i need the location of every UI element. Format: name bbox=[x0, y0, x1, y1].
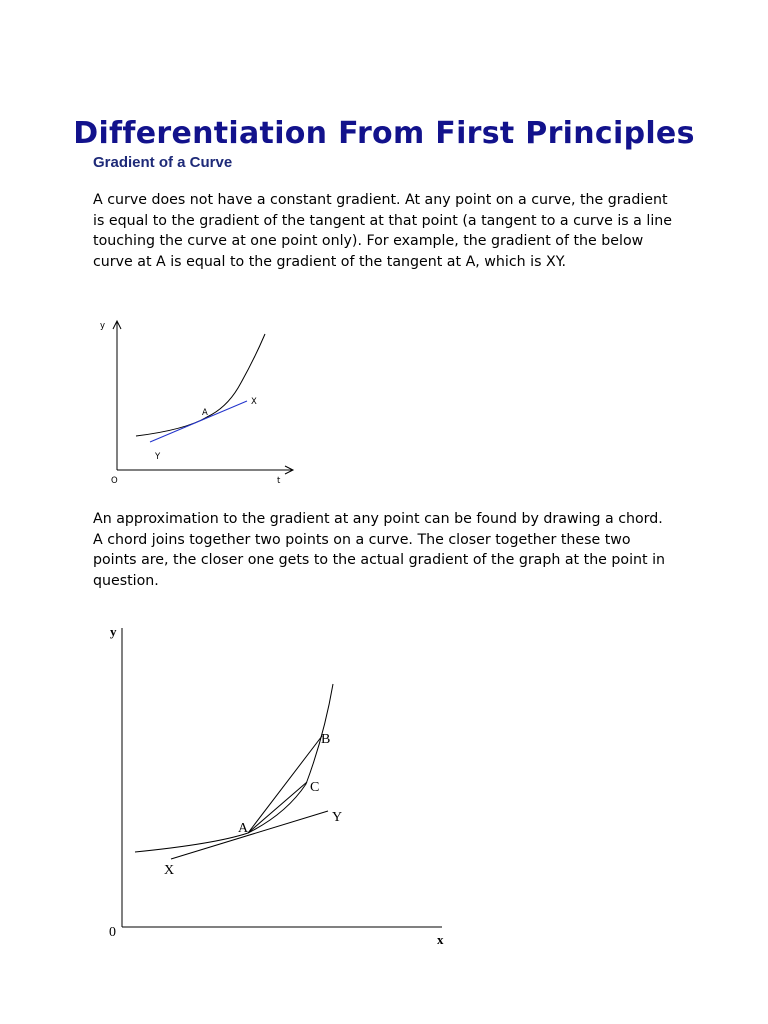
figure-2-x-axis-label: x bbox=[437, 932, 444, 947]
figure-1-point-x-label: X bbox=[251, 397, 257, 407]
figure-1-point-y-label: Y bbox=[155, 452, 161, 462]
figure-2-origin-label: 0 bbox=[109, 925, 116, 940]
figure-1-y-axis-label: y bbox=[100, 321, 106, 331]
figure-chord-diagram bbox=[95, 618, 465, 958]
figure-2-chord-ac bbox=[248, 782, 307, 833]
figure-2-curve bbox=[135, 684, 333, 852]
page-title: Differentiation From First Principles bbox=[73, 116, 695, 152]
figure-2-point-x-label: X bbox=[164, 863, 175, 878]
section-heading: Gradient of a Curve bbox=[93, 154, 233, 171]
figure-2-point-c-label: C bbox=[310, 780, 320, 795]
figure-1-tangent-line bbox=[150, 401, 247, 442]
figure-tangent-diagram bbox=[95, 312, 305, 492]
paragraph-chord-approximation: An approximation to the gradient at any point can be found by drawing a chord. A chord joins together two points on a curve. The closer together these two points are, the closer one gets to the actual gradient of the graph at the point in question. bbox=[93, 511, 666, 589]
figure-2-tangent-line bbox=[171, 811, 328, 859]
figure-2-point-y-label: Y bbox=[332, 810, 343, 825]
figure-1-x-axis-label: t bbox=[277, 476, 281, 486]
figure-2-point-a-label: A bbox=[238, 821, 249, 836]
figure-2-y-axis-label: y bbox=[110, 624, 117, 639]
paragraph-gradient-definition: A curve does not have a constant gradient. At any point on a curve, the gradient is equal to the gradient of the tangent at that point (a tangent to a curve is a line touching the curve at one point only). For example, the gradient of the below curve at A is equal to the gradient of the tangent at A, which is XY. bbox=[93, 192, 672, 270]
figure-2-point-b-label: B bbox=[321, 732, 331, 747]
figure-1-point-a-label: A bbox=[202, 408, 208, 418]
figure-1-origin-label: O bbox=[111, 476, 118, 486]
